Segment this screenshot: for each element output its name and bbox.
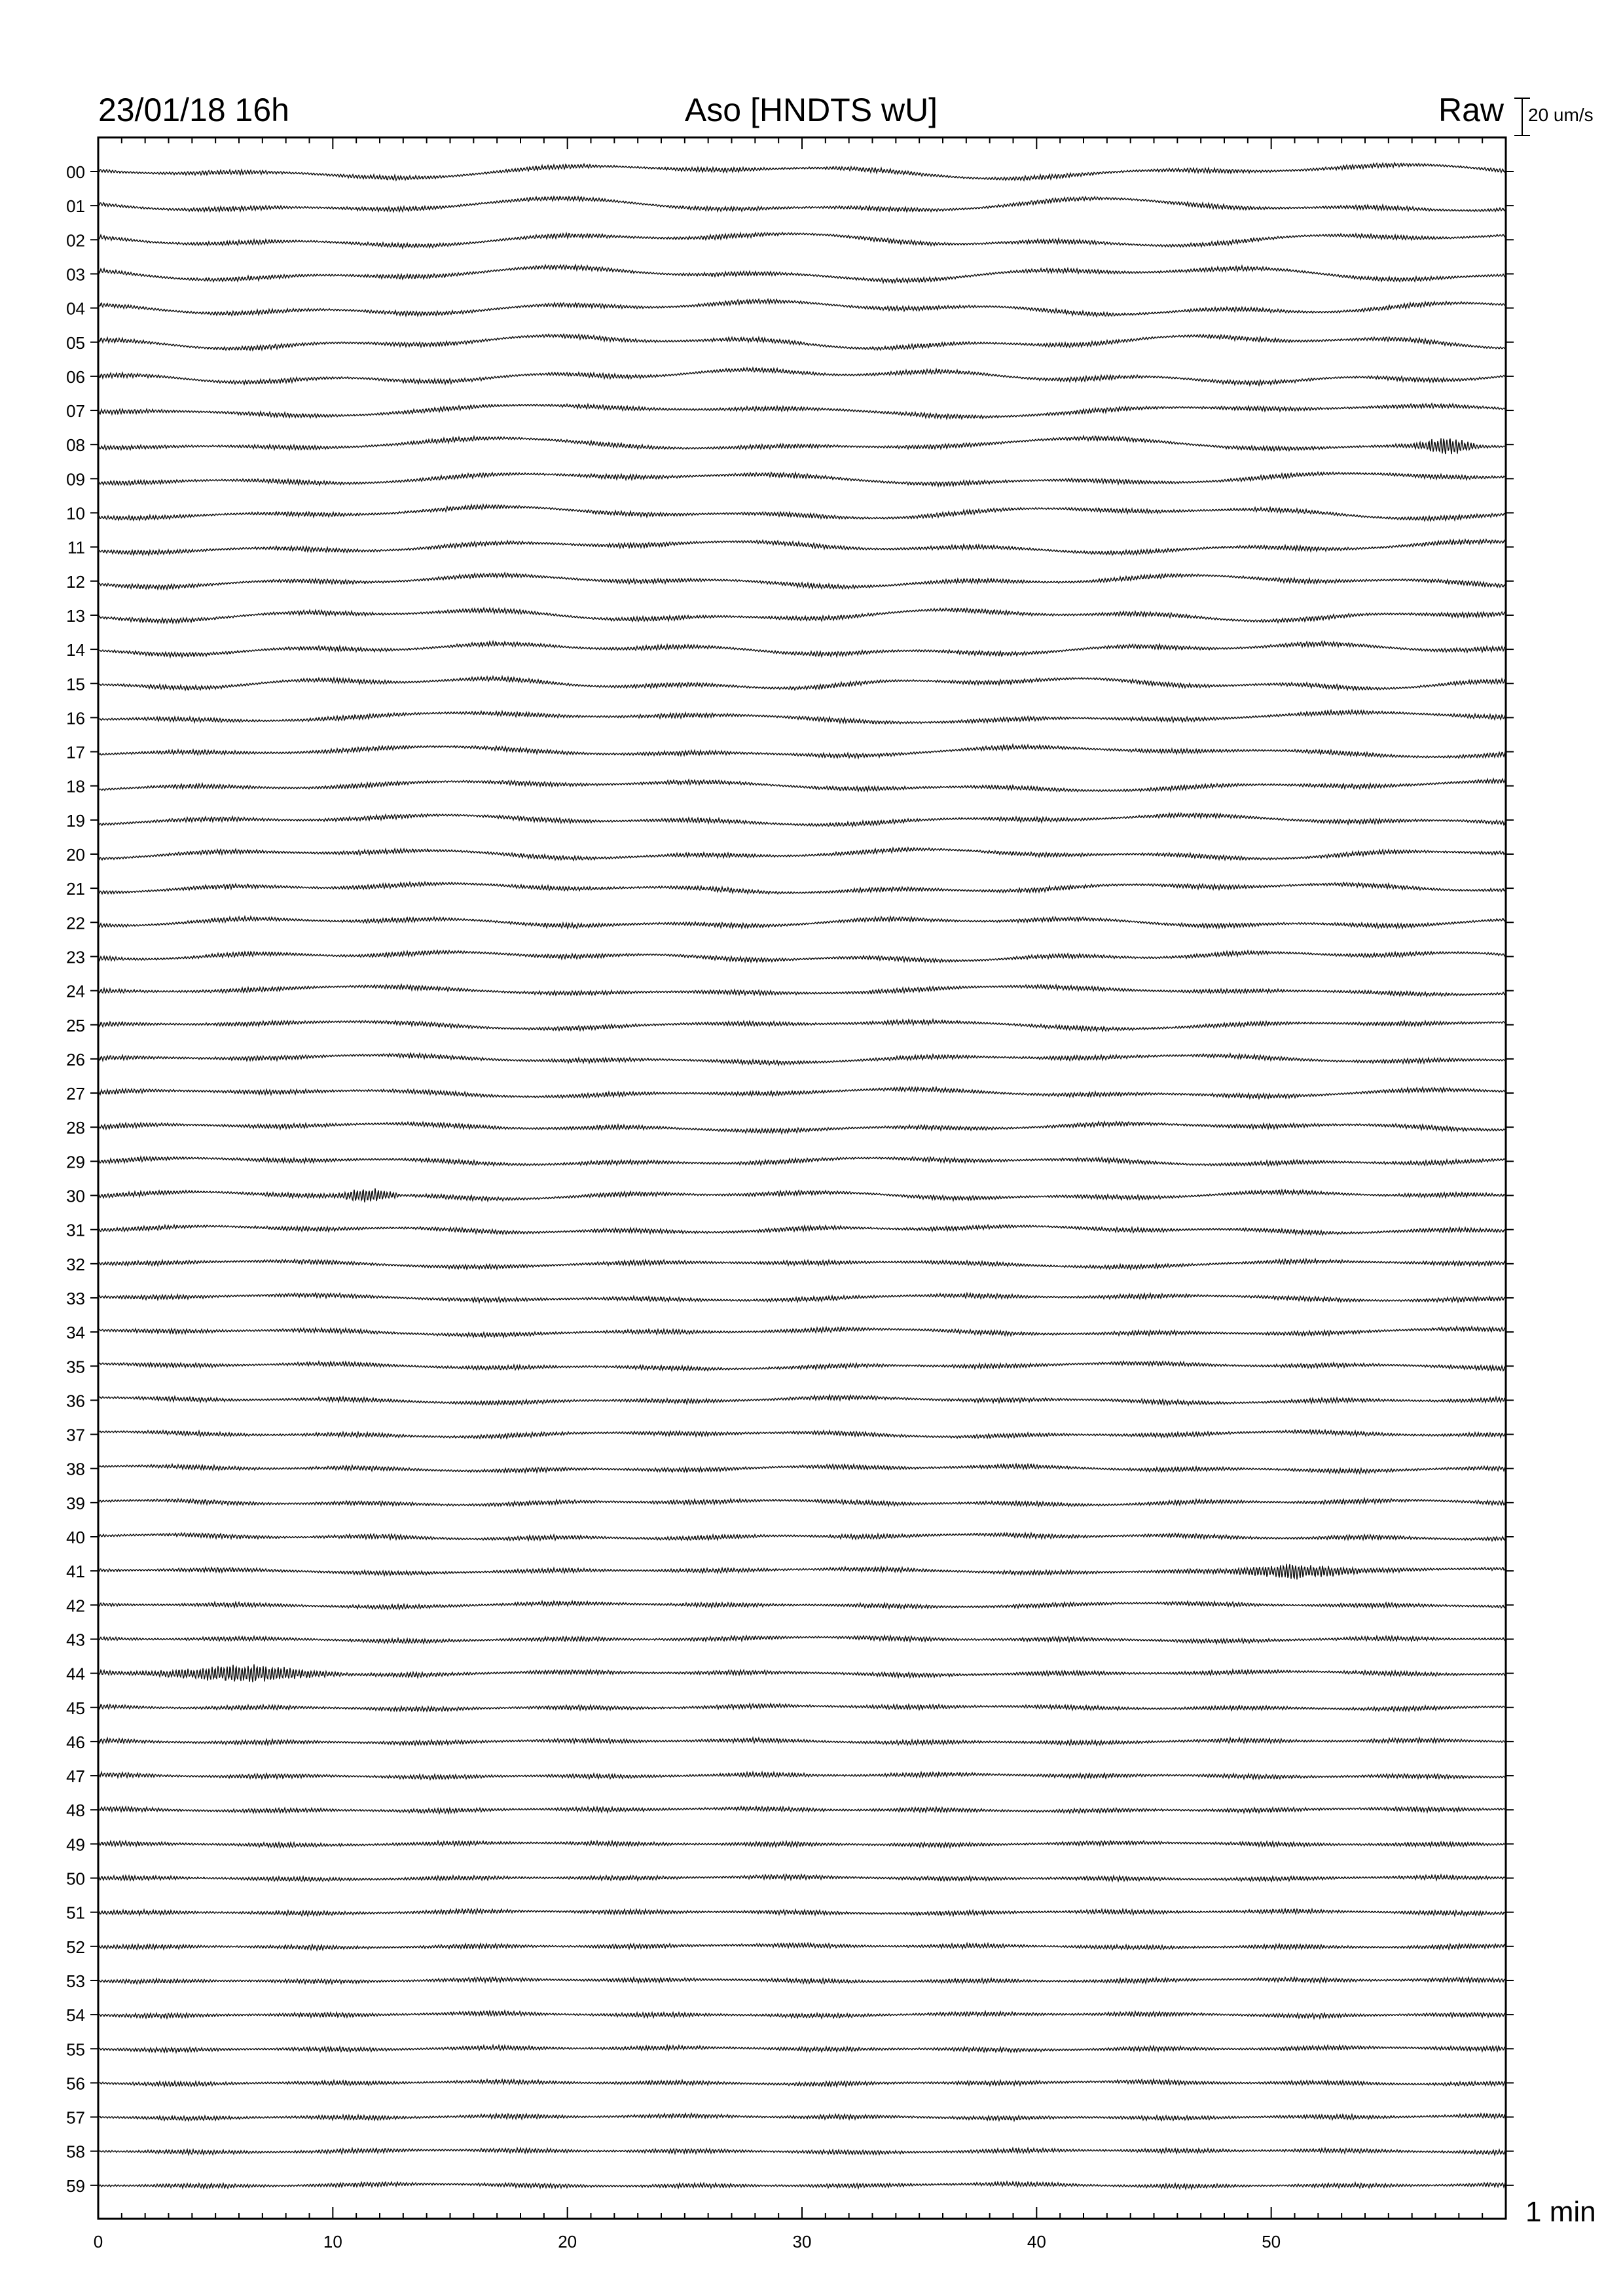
row-label: 34 bbox=[66, 1323, 85, 1343]
row-label: 41 bbox=[66, 1562, 85, 1582]
row-label: 51 bbox=[66, 1903, 85, 1923]
x-tick-label: 0 bbox=[93, 2232, 103, 2251]
row-label: 16 bbox=[66, 708, 85, 728]
trace-line bbox=[98, 2113, 1506, 2121]
row-label: 43 bbox=[66, 1630, 85, 1650]
trace-line bbox=[98, 1533, 1506, 1541]
trace-line bbox=[98, 163, 1506, 181]
row-label: 07 bbox=[66, 401, 85, 422]
row-label: 12 bbox=[66, 571, 85, 592]
trace-line bbox=[98, 813, 1506, 826]
trace-line bbox=[98, 779, 1506, 792]
trace-line bbox=[98, 745, 1506, 759]
row-label: 24 bbox=[66, 981, 85, 1001]
row-label: 08 bbox=[66, 435, 85, 456]
trace-line bbox=[98, 472, 1506, 486]
row-label: 56 bbox=[66, 2073, 85, 2094]
row-label: 20 bbox=[66, 845, 85, 865]
row-label: 03 bbox=[66, 264, 85, 285]
trace-line bbox=[98, 1841, 1506, 1848]
row-label: 00 bbox=[66, 162, 85, 182]
trace-line bbox=[98, 1293, 1506, 1302]
row-label: 38 bbox=[66, 1459, 85, 1479]
traces-layer bbox=[98, 163, 1506, 2189]
trace-line bbox=[98, 1874, 1506, 1881]
row-label: 59 bbox=[66, 2176, 85, 2196]
row-label: 45 bbox=[66, 1698, 85, 1718]
row-label: 13 bbox=[66, 605, 85, 626]
row-label: 25 bbox=[66, 1015, 85, 1035]
trace-line bbox=[98, 916, 1506, 928]
row-label: 04 bbox=[66, 298, 85, 319]
trace-line bbox=[98, 1087, 1506, 1099]
trace-line bbox=[98, 505, 1506, 521]
trace-line bbox=[98, 334, 1506, 351]
trace-line bbox=[98, 404, 1506, 419]
trace-line bbox=[98, 1499, 1506, 1507]
trace-line bbox=[98, 265, 1506, 283]
row-label: 37 bbox=[66, 1425, 85, 1445]
station-title: Aso [HNDTS wU] bbox=[684, 92, 938, 128]
trace-line bbox=[98, 1189, 1506, 1203]
row-label: 47 bbox=[66, 1767, 85, 1787]
row-label: 17 bbox=[66, 742, 85, 762]
labels-layer bbox=[66, 162, 1281, 2251]
plot-date-label: 23/01/18 16h bbox=[98, 92, 289, 128]
trace-line bbox=[98, 1020, 1506, 1031]
row-label: 11 bbox=[67, 537, 85, 558]
row-label: 09 bbox=[66, 469, 85, 490]
scale-bar-label: 20 um/s bbox=[1528, 105, 1594, 125]
row-label: 23 bbox=[66, 947, 85, 967]
trace-line bbox=[98, 196, 1506, 211]
trace-line bbox=[98, 2148, 1506, 2155]
trace-line bbox=[98, 608, 1506, 623]
row-label: 54 bbox=[66, 2005, 85, 2026]
x-axis-unit-label: 1 min bbox=[1525, 2196, 1596, 2228]
row-label: 05 bbox=[66, 332, 85, 353]
trace-line bbox=[98, 2181, 1506, 2189]
row-label: 29 bbox=[66, 1152, 85, 1172]
trace-line bbox=[98, 1464, 1506, 1474]
trace-line bbox=[98, 368, 1506, 386]
trace-line bbox=[98, 1636, 1506, 1643]
trace-line bbox=[98, 2011, 1506, 2018]
trace-line bbox=[98, 1909, 1506, 1916]
trace-line bbox=[98, 1053, 1506, 1065]
trace-line bbox=[98, 1664, 1506, 1682]
trace-line bbox=[98, 1806, 1506, 1813]
trace-line bbox=[98, 1259, 1506, 1270]
row-label: 39 bbox=[66, 1493, 85, 1513]
trace-line bbox=[98, 1361, 1506, 1371]
row-label: 40 bbox=[66, 1528, 85, 1547]
row-label: 33 bbox=[66, 1288, 85, 1308]
trace-line bbox=[98, 1430, 1506, 1439]
trace-line bbox=[98, 641, 1506, 657]
row-label: 21 bbox=[66, 879, 85, 899]
row-label: 01 bbox=[66, 196, 85, 217]
trace-line bbox=[98, 882, 1506, 894]
row-label: 57 bbox=[66, 2108, 85, 2128]
trace-line bbox=[98, 1738, 1506, 1746]
trace-line bbox=[98, 1564, 1506, 1580]
trace-line bbox=[98, 2045, 1506, 2053]
trace-line bbox=[98, 1601, 1506, 1609]
mode-label: Raw bbox=[1438, 92, 1504, 128]
row-label: 52 bbox=[66, 1937, 85, 1957]
row-label: 10 bbox=[66, 503, 85, 524]
trace-line bbox=[98, 710, 1506, 724]
row-label: 26 bbox=[66, 1049, 85, 1069]
trace-line bbox=[98, 1704, 1506, 1712]
row-label: 14 bbox=[66, 640, 85, 660]
trace-line bbox=[98, 950, 1506, 962]
row-label: 30 bbox=[66, 1186, 85, 1206]
row-label: 48 bbox=[66, 1801, 85, 1821]
x-tick-label: 30 bbox=[792, 2232, 812, 2251]
row-label: 27 bbox=[66, 1084, 85, 1104]
trace-line bbox=[98, 436, 1506, 454]
trace-line bbox=[98, 539, 1506, 555]
row-label: 36 bbox=[66, 1391, 85, 1411]
row-label: 46 bbox=[66, 1732, 85, 1752]
row-label: 28 bbox=[66, 1118, 85, 1138]
x-tick-label: 50 bbox=[1262, 2232, 1281, 2251]
trace-line bbox=[98, 573, 1506, 589]
trace-line bbox=[98, 1943, 1506, 1950]
row-label: 15 bbox=[66, 674, 85, 694]
row-label: 02 bbox=[66, 230, 85, 251]
axis-ticks bbox=[90, 137, 1514, 2219]
trace-line bbox=[98, 1157, 1506, 1166]
row-label: 19 bbox=[66, 810, 85, 831]
x-tick-label: 20 bbox=[558, 2232, 577, 2251]
trace-line bbox=[98, 2079, 1506, 2087]
row-label: 35 bbox=[66, 1357, 85, 1377]
trace-line bbox=[98, 984, 1506, 996]
trace-line bbox=[98, 1122, 1506, 1134]
row-label: 55 bbox=[66, 2039, 85, 2060]
x-tick-label: 40 bbox=[1027, 2232, 1046, 2251]
row-label: 53 bbox=[66, 1971, 85, 1991]
trace-line bbox=[98, 1772, 1506, 1780]
row-label: 31 bbox=[66, 1220, 85, 1240]
trace-line bbox=[98, 848, 1506, 861]
trace-line bbox=[98, 1327, 1506, 1337]
row-label: 49 bbox=[66, 1835, 85, 1855]
trace-line bbox=[98, 299, 1506, 316]
row-label: 18 bbox=[66, 776, 85, 797]
trace-line bbox=[98, 1977, 1506, 1984]
row-label: 44 bbox=[66, 1664, 85, 1684]
trace-line bbox=[98, 676, 1506, 690]
row-label: 06 bbox=[66, 367, 85, 387]
x-tick-label: 10 bbox=[323, 2232, 342, 2251]
row-label: 58 bbox=[66, 2142, 85, 2162]
row-label: 22 bbox=[66, 913, 85, 933]
row-label: 32 bbox=[66, 1254, 85, 1274]
trace-line bbox=[98, 232, 1506, 248]
row-label: 42 bbox=[66, 1596, 85, 1616]
trace-line bbox=[98, 1395, 1506, 1405]
row-label: 50 bbox=[66, 1869, 85, 1889]
trace-line bbox=[98, 1225, 1506, 1235]
scale-bar bbox=[1514, 98, 1530, 135]
